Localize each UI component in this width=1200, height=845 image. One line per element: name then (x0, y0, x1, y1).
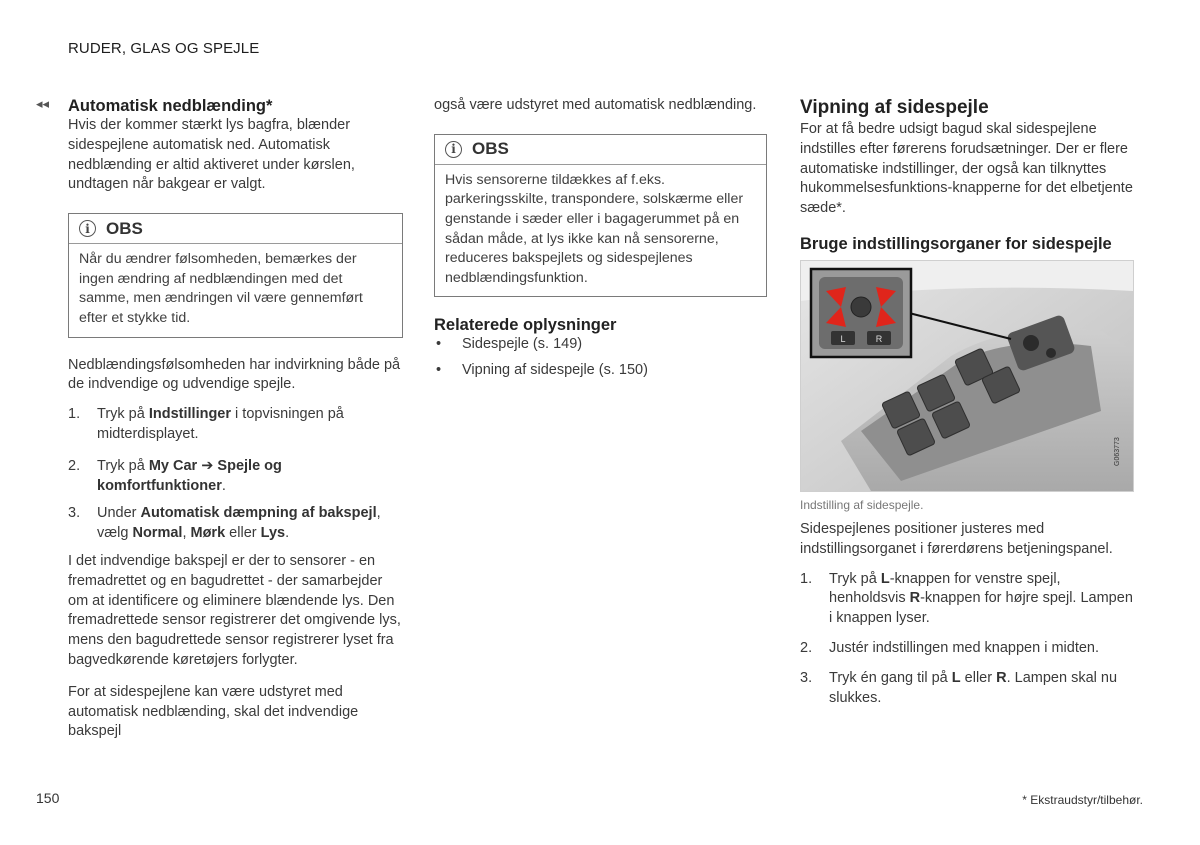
step-text: eller (960, 669, 997, 686)
sensor-paragraph: I det indvendige bakspejl er der to sensorer - en fremadrettet og en bagudrettet - der samarbejder om at identificere og eliminere blændende lys. Den fremadrettede sensor registrerer det omgivende lys, mens den bagudrettede sensor registrerer lyset fra bagvedkørende køretøjers forlygter. (68, 552, 401, 668)
step-text: Tryk på (829, 570, 881, 587)
step-bold: L (951, 669, 961, 686)
step-number: 2. (800, 639, 813, 656)
related-link[interactable] (434, 361, 767, 381)
step-bold: R (996, 669, 1007, 686)
related-heading: Relaterede oplysninger (434, 316, 617, 335)
step-text: eller (225, 525, 261, 542)
step-bold: Spejle og komfortfunktioner (97, 457, 282, 494)
step-number: 2. (68, 457, 81, 474)
figure-code: G063773 (1114, 437, 1121, 466)
column-right (800, 96, 1134, 708)
obs-note-title: OBS (106, 218, 143, 238)
info-icon: i (79, 220, 96, 237)
page-number: 150 (36, 790, 60, 806)
obs-note-body (69, 244, 402, 336)
step-text: Tryk på (97, 406, 149, 423)
mirror-tilt-intro: For at få bedre udsigt bagud skal sidespejlene indstilles efter førerens forudsætninger. Der er flere automatiske indstillinger, der også kan tilknyttes hukommelsesfunktions-knapperne for det elbetjente sæde*. (800, 121, 1133, 217)
obs-note-header (435, 135, 766, 165)
continuation-icon: ◂◂ (36, 96, 50, 111)
obs-note-text: Hvis sensorerne tildækkes af f.eks. parkeringsskilte, transpondere, solskærme eller genstande i sæder eller i bagagerummet på en sådan måde, at lys ikke kan nå sensorerne, reduceres bakspejlets og sidespejlenes nedblændingsfunktion. (445, 171, 744, 286)
bullet: • (436, 336, 442, 353)
step-number: 1. (68, 406, 81, 423)
step-text: Under (97, 505, 141, 522)
adjust-paragraph: Sidespejlenes positioner justeres med indstillingsorganet i førerdørens betjeningspanel. (800, 520, 1113, 557)
step-bold: Mørk (190, 525, 226, 542)
sensitivity-paragraph: Nedblændingsfølsomheden har indvirkning både på de indvendige og udvendige spejle. (68, 356, 401, 393)
obs-note (434, 134, 767, 298)
step-bold: Automatisk dæmpning af bakspejl (140, 505, 377, 522)
obs-note-body (435, 165, 766, 297)
step-bold: Indstillinger (148, 406, 232, 423)
step-text: . Lampen skal nu slukkes. (829, 669, 1118, 706)
step-text: Tryk én gang til på (829, 669, 952, 686)
related-link[interactable] (434, 335, 767, 355)
column-middle (434, 96, 767, 381)
r-button-label: R (875, 333, 883, 344)
auto-dimming-intro: Hvis der kommer stærkt lys bagfra, blænder sidespejlene automatisk ned. Automatisk nedblænding er altid aktiveret under kørslen, undtagen når bakgear er valgt. (68, 117, 355, 193)
mirror-steps (800, 570, 1134, 709)
bullet: • (436, 362, 442, 379)
obs-note (68, 213, 403, 337)
obs-note-header (69, 214, 402, 244)
step-number: 3. (800, 669, 813, 686)
step-bold: L (880, 570, 890, 587)
step-number: 1. (800, 570, 813, 587)
list-item (68, 504, 403, 544)
step-text: Tryk på (97, 457, 149, 474)
step-text: -knappen for højre spejl. Lampen i knappen lyser. (829, 590, 1133, 627)
obs-note-title: OBS (472, 139, 509, 159)
related-link-text[interactable]: Sidespejle (s. 149) (462, 336, 583, 353)
door-panel-illustration (801, 261, 1133, 491)
step-text: , vælg (97, 505, 381, 542)
obs-note-text: Når du ændrer følsomheden, bemærkes der ingen ændring af nedblændingen med det samme, men ændringen vil være gennemført efter et stykke tid. (79, 251, 363, 326)
related-link-text[interactable]: Vipning af sidespejle (s. 150) (462, 362, 648, 379)
auto-dimming-heading: Automatisk nedblænding* (68, 97, 273, 115)
list-item (800, 669, 1134, 709)
l-button-label: L (840, 333, 846, 344)
step-bold: R (909, 590, 921, 607)
list-item (68, 457, 403, 497)
step-bold: Lys (260, 525, 286, 542)
related-list (434, 335, 767, 381)
section-header: RUDER, GLAS OG SPEJLE (68, 40, 260, 57)
column-left (68, 96, 403, 742)
step-text: . (221, 477, 226, 494)
step-text: Justér indstillingen med knappen i midten. (829, 639, 1100, 656)
footnote: * Ekstraudstyr/tilbehør. (1022, 793, 1143, 807)
step-text: , (182, 525, 191, 542)
step-bold: Normal (132, 525, 183, 542)
list-item (800, 639, 1134, 659)
figure-caption: Indstilling af sidespejle. (800, 497, 924, 512)
arrow-icon: ➔ (197, 457, 218, 474)
continued-paragraph: også være udstyret med automatisk nedblænding. (434, 97, 757, 113)
controls-subheading: Bruge indstillingsorganer for sidespejle (800, 234, 1112, 253)
list-item (800, 570, 1134, 629)
list-item (68, 405, 403, 445)
info-icon: i (445, 141, 462, 158)
step-bold: My Car (148, 457, 198, 474)
mirror-tilt-heading: Vipning af sidespejle (800, 97, 989, 118)
step-number: 3. (68, 505, 81, 522)
step-text: -knappen for venstre spejl, henholdsvis (829, 570, 1061, 607)
step-text: i topvisningen på midterdisplayet. (97, 406, 344, 442)
step-text: . (285, 525, 290, 542)
requirement-paragraph: For at sidespejlene kan være udstyret med automatisk nedblænding, skal det indvendige bakspejl (68, 683, 359, 740)
mirror-control-figure (800, 260, 1134, 492)
settings-steps (68, 405, 403, 544)
